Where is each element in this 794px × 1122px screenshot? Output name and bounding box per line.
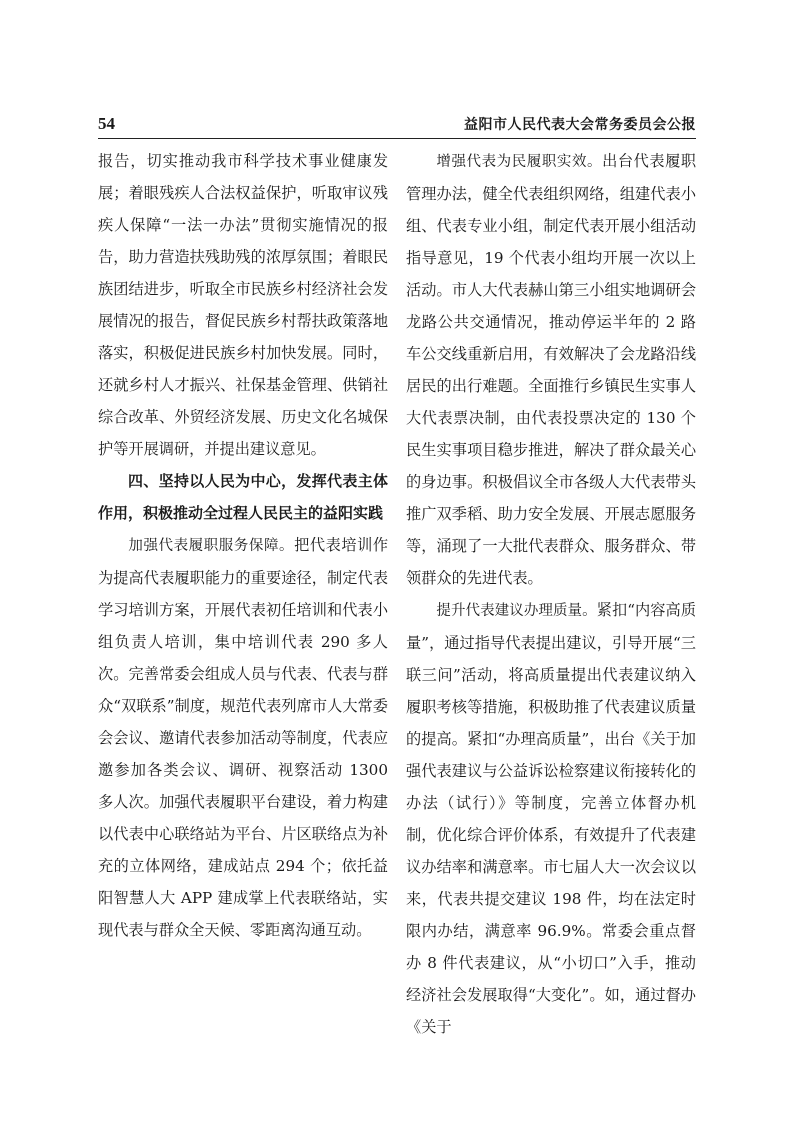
paragraph-text: 紧扣“内容高质量”，通过指导代表提出建议，引导开展“三联三问”活动，将高质量提出代表建议纳入履职考核等措施，积极助推了代表建议质量的提高。紧扣“办理高质量”，出台《关于加强代表建议与公益诉讼检察建议衔接转化的办法（试行）》等制度，完善立体督办机制，优化综合评价体系，有效提升了代表建议办结率和满意率。市七届人大一次会议以来，代表共提交建议 198 件，均在法定时限内办结，满意率 96.9%。常委会重点督办 8 件代表建议，从“小切口”入手，推动经济社会发展取得“大变化”。如，通过督办《关于: [406, 601, 697, 1036]
paragraph-representative-services: [98, 529, 388, 946]
paragraph-representative-effectiveness: [406, 145, 696, 594]
paragraph-lead: 增强代表为民履职实效。: [436, 154, 603, 170]
section-heading: 四、坚持以人民为中心，发挥代表主体作用，积极推动全过程人民民主的益阳实践: [98, 472, 388, 522]
paragraph-lead: 加强代表履职服务保障。: [128, 538, 295, 554]
paragraph-text: 报告，切实推动我市科学技术事业健康发展；着眼残疾人合法权益保护，听取审议残疾人保障“一法一办法”贯彻实施情况的报告，助力营造扶残助残的浓厚氛围；着眼民族团结进步，听取全市民族乡村经济社会发展情况的报告，督促民族乡村帮扶政策落地落实，积极促进民族乡村加快发展。同时，还就乡村人才振兴、社保基金管理、供销社综合改革、外贸经济发展、历史文化名城保护等开展调研，并提出建议意见。: [98, 152, 388, 458]
paragraph-text: 把代表培训作为提高代表履职能力的重要途径，制定代表学习培训方案，开展代表初任培训和代表小组负责人培训，集中培训代表 290 多人次。完善常委会组成人员与代表、代表与群众“双联系”制度，规范代表列席市人大常委会会议、邀请代表参加活动等制度，代表应邀参加各类会议、调研、视察活动 1300 多人次。加强代表履职平台建设，着力构建以代表中心联络站为平台、片区联络点为补充的立体网络，建成站点 294 个；依托益阳智慧人大 APP 建成掌上代表联络站，实现代表与群众全天候、零距离沟通互动。: [98, 536, 389, 939]
paragraph-text: 出台代表履职管理办法，健全代表组织网络，组建代表小组、代表专业小组，制定代表开展小组活动指导意见，19 个代表小组均开展一次以上活动。市人大代表赫山第三小组实地调研会龙路公共交通情况，推动停运半年的 2 路车公交线重新启用，有效解决了会龙路沿线居民的出行难题。全面推行乡镇民生实事人大代表票决制，由代表投票决定的 130 个民生实事项目稳步推进，解决了群众最关心的身边事。积极倡议全市各级人大代表带头推广双季稻、助力安全发展、开展志愿服务等，涌现了一大批代表群众、服务群众、带领群众的先进代表。: [406, 152, 697, 587]
left-column: [98, 145, 388, 946]
page-header: [98, 112, 696, 139]
paragraph-lead: 提升代表建议办理质量。: [436, 603, 597, 619]
journal-title: 益阳市人民代表大会常务委员会公报: [464, 117, 696, 133]
paragraph-suggestion-quality: [406, 594, 696, 1043]
page-number: 54: [98, 114, 115, 133]
paragraph-continuation: [98, 145, 388, 465]
right-column: [406, 145, 696, 1043]
